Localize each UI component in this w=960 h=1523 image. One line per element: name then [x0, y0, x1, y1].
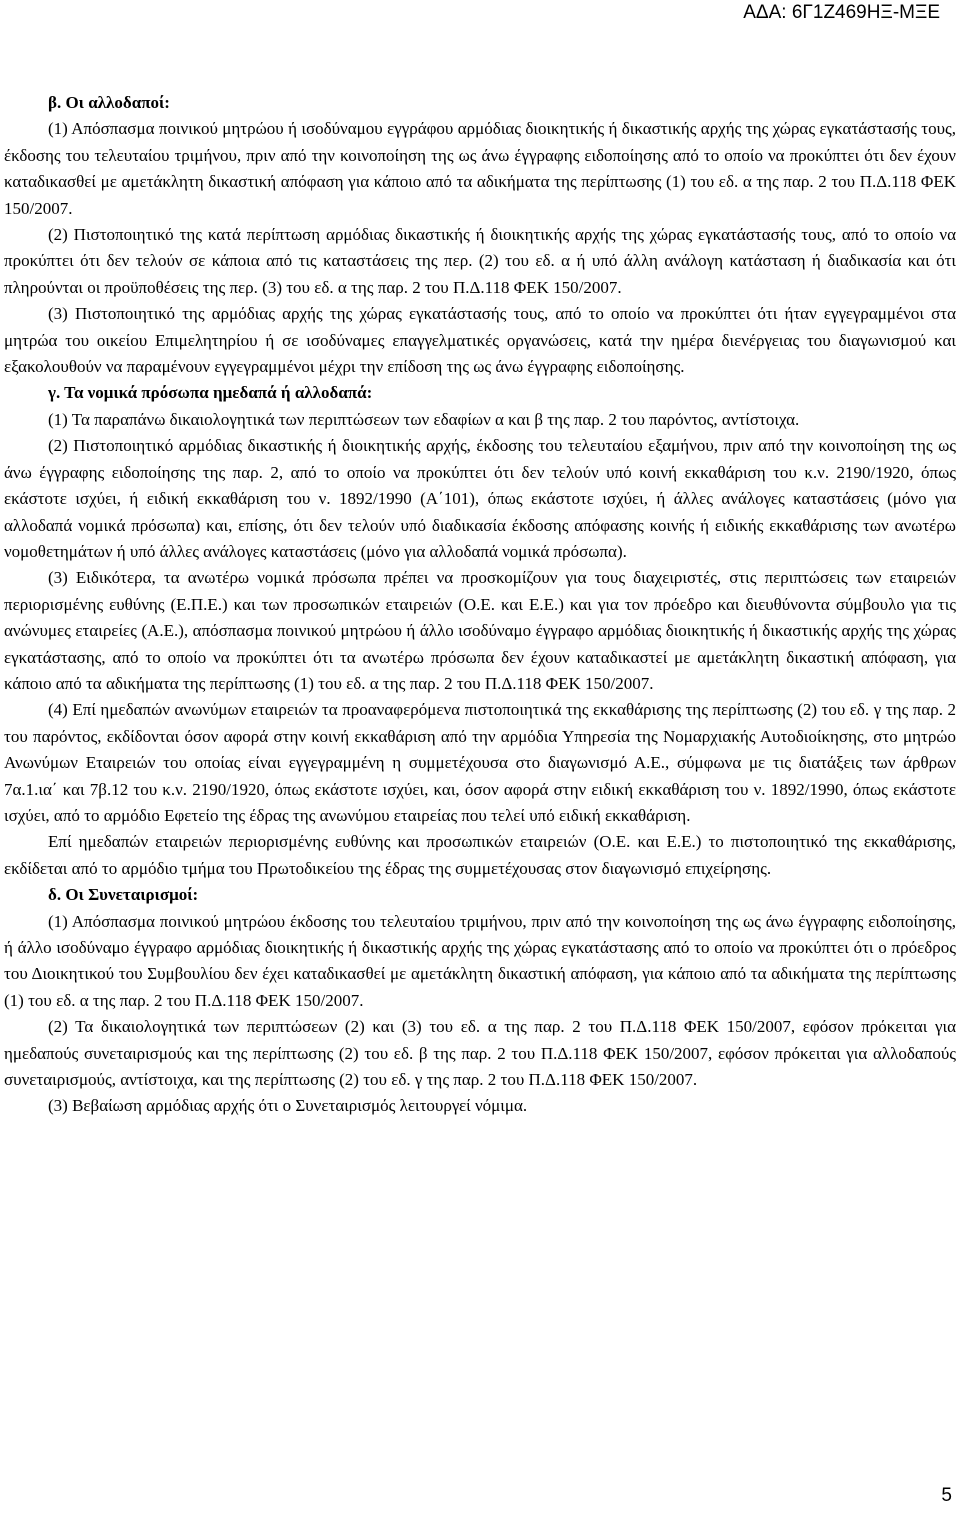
section-heading: γ. Τα νομικά πρόσωπα ημεδαπά ή αλλοδαπά:	[48, 383, 373, 403]
paragraph: (1) Απόσπασμα ποινικού μητρώου ή ισοδύναμου εγγράφου αρμόδιας διοικητικής ή δικαστικής αρχής της χώρας εγκατάστασής τους, έκδοσης του τελευταίου τριμήνου, πριν από την κοινοποίηση της ως άνω έγγραφης ειδοποίησης από το οποίο να προκύπτει ότι δεν έχουν καταδικασθεί με αμετάκλητη δικαστική απόφαση για κάποιο από τα αδικήματα της περίπτωσης (1) του εδ. α της παρ. 2 του Π.Δ.118 ΦΕΚ 150/2007.	[4, 119, 956, 218]
paragraph: (2) Πιστοποιητικό αρμόδιας δικαστικής ή διοικητικής αρχής, έκδοσης του τελευταίου εξαμήνου, πριν από την κοινοποίηση της ως άνω έγγραφης ειδοποίησης της παρ. 2, από το οποίο να προκύπτει ότι δεν τελούν υπό κοινή εκκαθάριση του κ.ν. 2190/1920, όπως εκάστοτε ισχύει, ή ειδική εκκαθάριση του ν. 1892/1990 (Α΄101), όπως εκάστοτε ισχύει, ή άλλες ανάλογες καταστάσεις (μόνο για αλλοδαπά νομικά πρόσωπα) και, επίσης, ότι δεν τελούν υπό διαδικασία έκδοσης απόφασης κοινής ή ειδικής εκκαθάρισης των ανωτέρω νομοθετημάτων ή υπό άλλες ανάλογες καταστάσεις (μόνο για αλλοδαπά νομικά πρόσωπα).	[4, 436, 956, 561]
section-heading: δ. Οι Συνεταιρισμοί:	[48, 885, 199, 905]
paragraph: (1) Τα παραπάνω δικαιολογητικά των περιπτώσεων των εδαφίων α και β της παρ. 2 του παρόντος, αντίστοιχα.	[48, 409, 800, 429]
paragraph: (4) Επί ημεδαπών ανωνύμων εταιρειών τα προαναφερόμενα πιστοποιητικά της εκκαθάρισης της περίπτωσης (2) του εδ. γ της παρ. 2 του παρόντος, εκδίδονται όσον αφορά στην κοινή εκκαθάριση από την αρμόδια Υπηρεσία της Νομαρχιακής Αυτοδιοίκησης, στο μητρώο Ανωνύμων Εταιρειών του οποίας είναι εγγεγραμμένη η συμμετέχουσα στο διαγωνισμό Α.Ε., σύμφωνα με τις διατάξεις των άρθρων 7α.1.ια΄ και 7β.12 του κ.ν. 2190/1920, όπως εκάστοτε ισχύει, και, όσον αφορά στην ειδική εκκαθάριση του ν. 1892/1990, όπως εκάστοτε ισχύει, από το αρμόδιο Εφετείο της έδρας της ανωνύμου εταιρείας που τελεί υπό ειδική εκκαθάριση.	[4, 700, 956, 825]
paragraph: Επί ημεδαπών εταιρειών περιορισμένης ευθύνης και προσωπικών εταιρειών (Ο.Ε. και Ε.Ε.) το πιστοποιητικό της εκκαθάρισης, εκδίδεται από το αρμόδιο τμήμα του Πρωτοδικείου της έδρας της συμμετέχουσας στον διαγωνισμό επιχείρησης.	[4, 832, 956, 878]
ada-code: ΑΔΑ: 6Γ1Ζ469ΗΞ-ΜΞΕ	[743, 2, 940, 23]
paragraph: (2) Πιστοποιητικό της κατά περίπτωση αρμόδιας δικαστικής ή διοικητικής αρχής της χώρας εγκατάστασής τους, από το οποίο να προκύπτει ότι δεν τελούν σε κάποια από τις καταστάσεις της περ. (2) του εδ. α ή υπό άλλη ανάλογη κατάσταση ή διαδικασία και ότι πληρούνται οι προϋποθέσεις της περ. (3) του εδ. α της παρ. 2 του Π.Δ.118 ΦΕΚ 150/2007.	[4, 225, 956, 297]
paragraph: (2) Τα δικαιολογητικά των περιπτώσεων (2) και (3) του εδ. α της παρ. 2 του Π.Δ.118 ΦΕΚ 150/2007, εφόσον πρόκειται για ημεδαπούς συνεταιρισμούς και της περίπτωσης (2) του εδ. β της παρ. 2 του Π.Δ.118 ΦΕΚ 150/2007, εφόσον πρόκειται για αλλοδαπούς συνεταιρισμούς, αντίστοιχα, και της περίπτωσης (2) του εδ. γ της παρ. 2 του Π.Δ.118 ΦΕΚ 150/2007.	[4, 1017, 956, 1090]
paragraph: (1) Απόσπασμα ποινικού μητρώου έκδοσης του τελευταίου τριμήνου, πριν από την κοινοποίηση της ως άνω έγγραφης ειδοποίησης, ή άλλο ισοδύναμο έγγραφο αρμόδιας διοικητικής ή δικαστικής αρχής της χώρας εγκατάστασης από το οποίο να προκύπτει ότι ο πρόεδρος του Διοικητικού του Συμβουλίου δεν έχει καταδικασθεί με αμετάκλητη δικαστική απόφαση, για κάποιο από τα αδικήματα της περίπτωσης (1) του εδ. α της παρ. 2 του Π.Δ.118 ΦΕΚ 150/2007.	[4, 911, 956, 1010]
section-heading: β. Οι αλλοδαποί:	[48, 93, 170, 112]
paragraph: (3) Βεβαίωση αρμόδιας αρχής ότι ο Συνεταιρισμός λειτουργεί νόμιμα.	[48, 1096, 528, 1116]
paragraph: (3) Πιστοποιητικό της αρμόδιας αρχής της χώρας εγκατάστασής τους, από το οποίο να προκύπτει ότι ήταν εγγεγραμμένοι στα μητρώα του οικείου Επιμελητηρίου ή σε ισοδύναμες επαγγελματικές οργανώσεις, κατά την ημέρα διενέργειας του διαγωνισμού και εξακολουθούν να παραμένουν εγγεγραμμένοι μέχρι την επίδοση της ως άνω έγγραφης ειδοποίησης.	[4, 304, 956, 377]
document-body	[4, 90, 956, 1120]
paragraph: (3) Ειδικότερα, τα ανωτέρω νομικά πρόσωπα πρέπει να προσκομίζουν για τους διαχειριστές, στις περιπτώσεις των εταιρειών περιορισμένης ευθύνης (Ε.Π.Ε.) και των προσωπικών εταιρειών (Ο.Ε. και Ε.Ε.) και για τον πρόεδρο και διευθύνοντα σύμβουλο για τις ανώνυμες εταιρείες (Α.Ε.), απόσπασμα ποινικού μητρώου ή άλλο ισοδύναμο έγγραφο αρμόδιας διοικητικής ή δικαστικής αρχής της χώρας εγκατάστασης, από το οποίο να προκύπτει ότι τα ανωτέρω πρόσωπα δεν έχουν καταδικαστεί με αμετάκλητη δικαστική απόφαση, για κάποιο από τα αδικήματα της περίπτωσης (1) του εδ. α της παρ. 2 του Π.Δ.118 ΦΕΚ 150/2007.	[4, 568, 956, 693]
page-number: 5	[941, 1485, 952, 1506]
